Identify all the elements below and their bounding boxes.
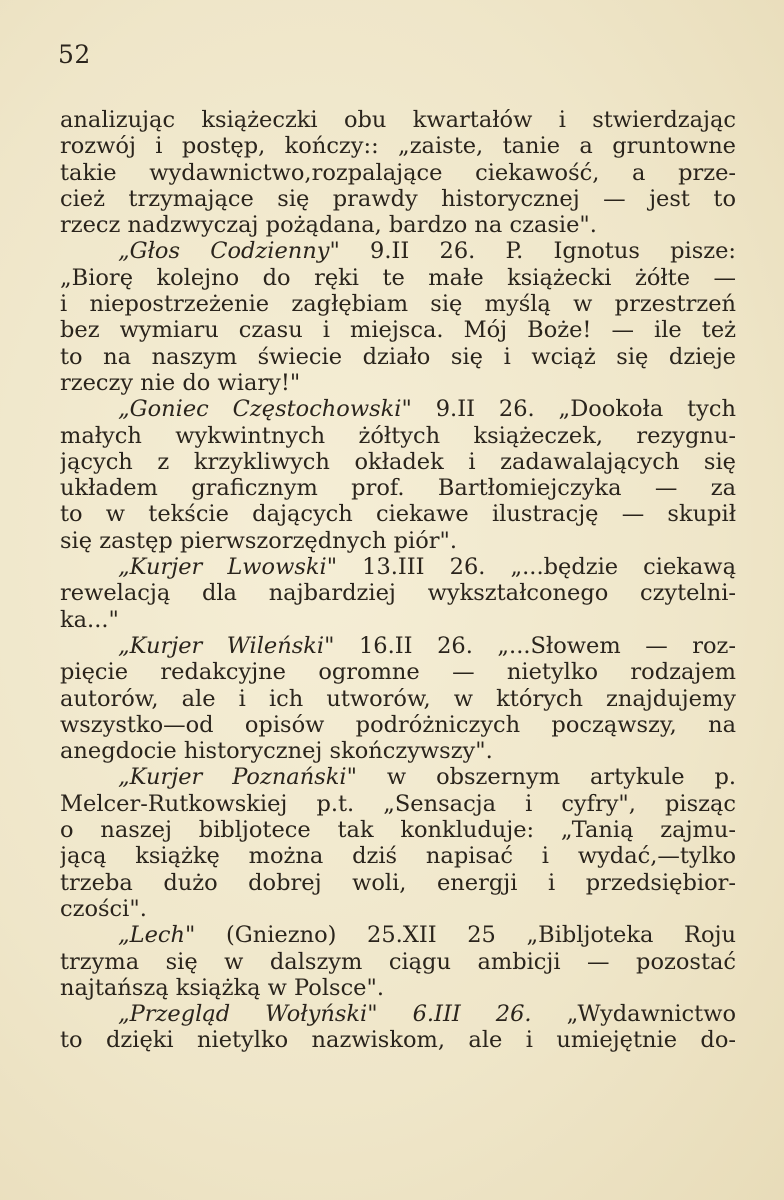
- text-line: rzeczy nie do wiary!": [60, 369, 301, 396]
- text-line: to w tekście dających ciekawe ilustrację — skupił: [60, 501, 736, 528]
- source-date: 6.III 26.: [377, 1001, 532, 1028]
- text-line: trzyma się w dalszym ciągu ambicji — pozostać: [60, 948, 736, 975]
- text-block: [60, 107, 736, 1054]
- paragraph: [60, 554, 736, 633]
- text-line: [60, 554, 736, 580]
- source-name: „Goniec Częstochowski": [118, 396, 412, 423]
- text-line: [60, 633, 736, 659]
- text-line: jących z krzykliwych okładek i zadawalających się: [60, 448, 736, 475]
- source-name: „Kurjer Poznański": [118, 764, 357, 791]
- text-line: [60, 238, 736, 264]
- text-line: rozwój i postęp, kończy:: „zaiste, tanie a gruntowne: [60, 133, 736, 160]
- text-fragment: 9.II 26. „Dookoła tych: [411, 396, 736, 423]
- page-number: 52: [58, 40, 91, 69]
- text-line: układem graficznym prof. Bartłomiejczyka — za: [60, 475, 736, 502]
- text-line: pięcie redakcyjne ogromne — nietylko rodzajem: [60, 659, 736, 686]
- text-line: [60, 396, 736, 422]
- text-line: [60, 764, 736, 790]
- paragraph: [60, 238, 736, 396]
- text-line: jącą książkę można dziś napisać i wydać,—tylko: [60, 843, 736, 870]
- paragraph: [60, 1001, 736, 1054]
- text-line: rzecz nadzwyczaj pożądana, bardzo na czasie".: [60, 212, 597, 239]
- paragraph: [60, 922, 736, 1001]
- text-line: wszystko—od opisów podróżniczych począwszy, na: [60, 711, 736, 738]
- text-line: autorów, ale i ich utworów, w których znajdujemy: [60, 685, 736, 712]
- source-name: „Lech": [118, 922, 196, 949]
- text-line: się zastęp pierwszorzędnych piór".: [60, 527, 457, 554]
- text-line: rewelacją dla najbardziej wykształconego czytelni-: [60, 580, 736, 607]
- text-fragment: 9.II 26. P. Ignotus pisze:: [339, 238, 736, 265]
- text-fragment: w obszernym artykule p.: [356, 764, 736, 791]
- source-name: „Kurjer Lwowski": [118, 554, 338, 581]
- text-line: [60, 922, 736, 948]
- text-line: ka...": [60, 606, 119, 633]
- text-fragment: 16.II 26. „...Słowem — roz-: [334, 632, 736, 659]
- text-line: to na naszym świecie działo się i wciąż się dzieje: [60, 343, 736, 370]
- text-line: [60, 1001, 736, 1027]
- text-line: i niepostrzeżenie zagłębiam się myślą w przestrzeń: [60, 291, 736, 318]
- text-line: bez wymiaru czasu i miejsca. Mój Boże! — ile też: [60, 317, 736, 344]
- text-line: takie wydawnictwo,rozpalające ciekawość, a prze-: [60, 159, 736, 186]
- source-name: „Przegląd Wołyński": [118, 1001, 378, 1028]
- text-line: o naszej bibljotece tak konkluduje: „Tanią zajmu-: [60, 817, 736, 844]
- text-line: „Biorę kolejno do ręki te małe książecki żółte —: [60, 264, 736, 291]
- text-line: trzeba dużo dobrej woli, energji i przedsiębior-: [60, 869, 736, 896]
- paragraph: [60, 396, 736, 554]
- text-line: czości".: [60, 895, 147, 922]
- paragraph: [60, 107, 736, 238]
- text-line: cież trzymające się prawdy historycznej — jest to: [60, 185, 736, 212]
- paragraph: [60, 764, 736, 922]
- text-line: małych wykwintnych żółtych książeczek, rezygnu-: [60, 422, 736, 449]
- text-fragment: „Wydawnictwo: [531, 1001, 736, 1028]
- text-fragment: (Gniezno) 25.XII 25 „Bibljoteka Roju: [195, 922, 736, 949]
- paragraph: [60, 633, 736, 764]
- text-line: najtańszą książką w Polsce".: [60, 974, 384, 1001]
- text-line: to dzięki nietylko nazwiskom, ale i umiejętnie do-: [60, 1027, 736, 1054]
- source-name: „Kurjer Wileński": [118, 632, 335, 659]
- text-line: anegdocie historycznej skończywszy".: [60, 738, 493, 765]
- text-line: Melcer-Rutkowskiej p.t. „Sensacja i cyfry", pisząc: [60, 790, 736, 817]
- source-name: „Głos Codzienny": [118, 238, 340, 265]
- text-fragment: 13.III 26. „...będzie ciekawą: [337, 554, 736, 581]
- text-line: analizując książeczki obu kwartałów i stwierdzając: [60, 107, 736, 133]
